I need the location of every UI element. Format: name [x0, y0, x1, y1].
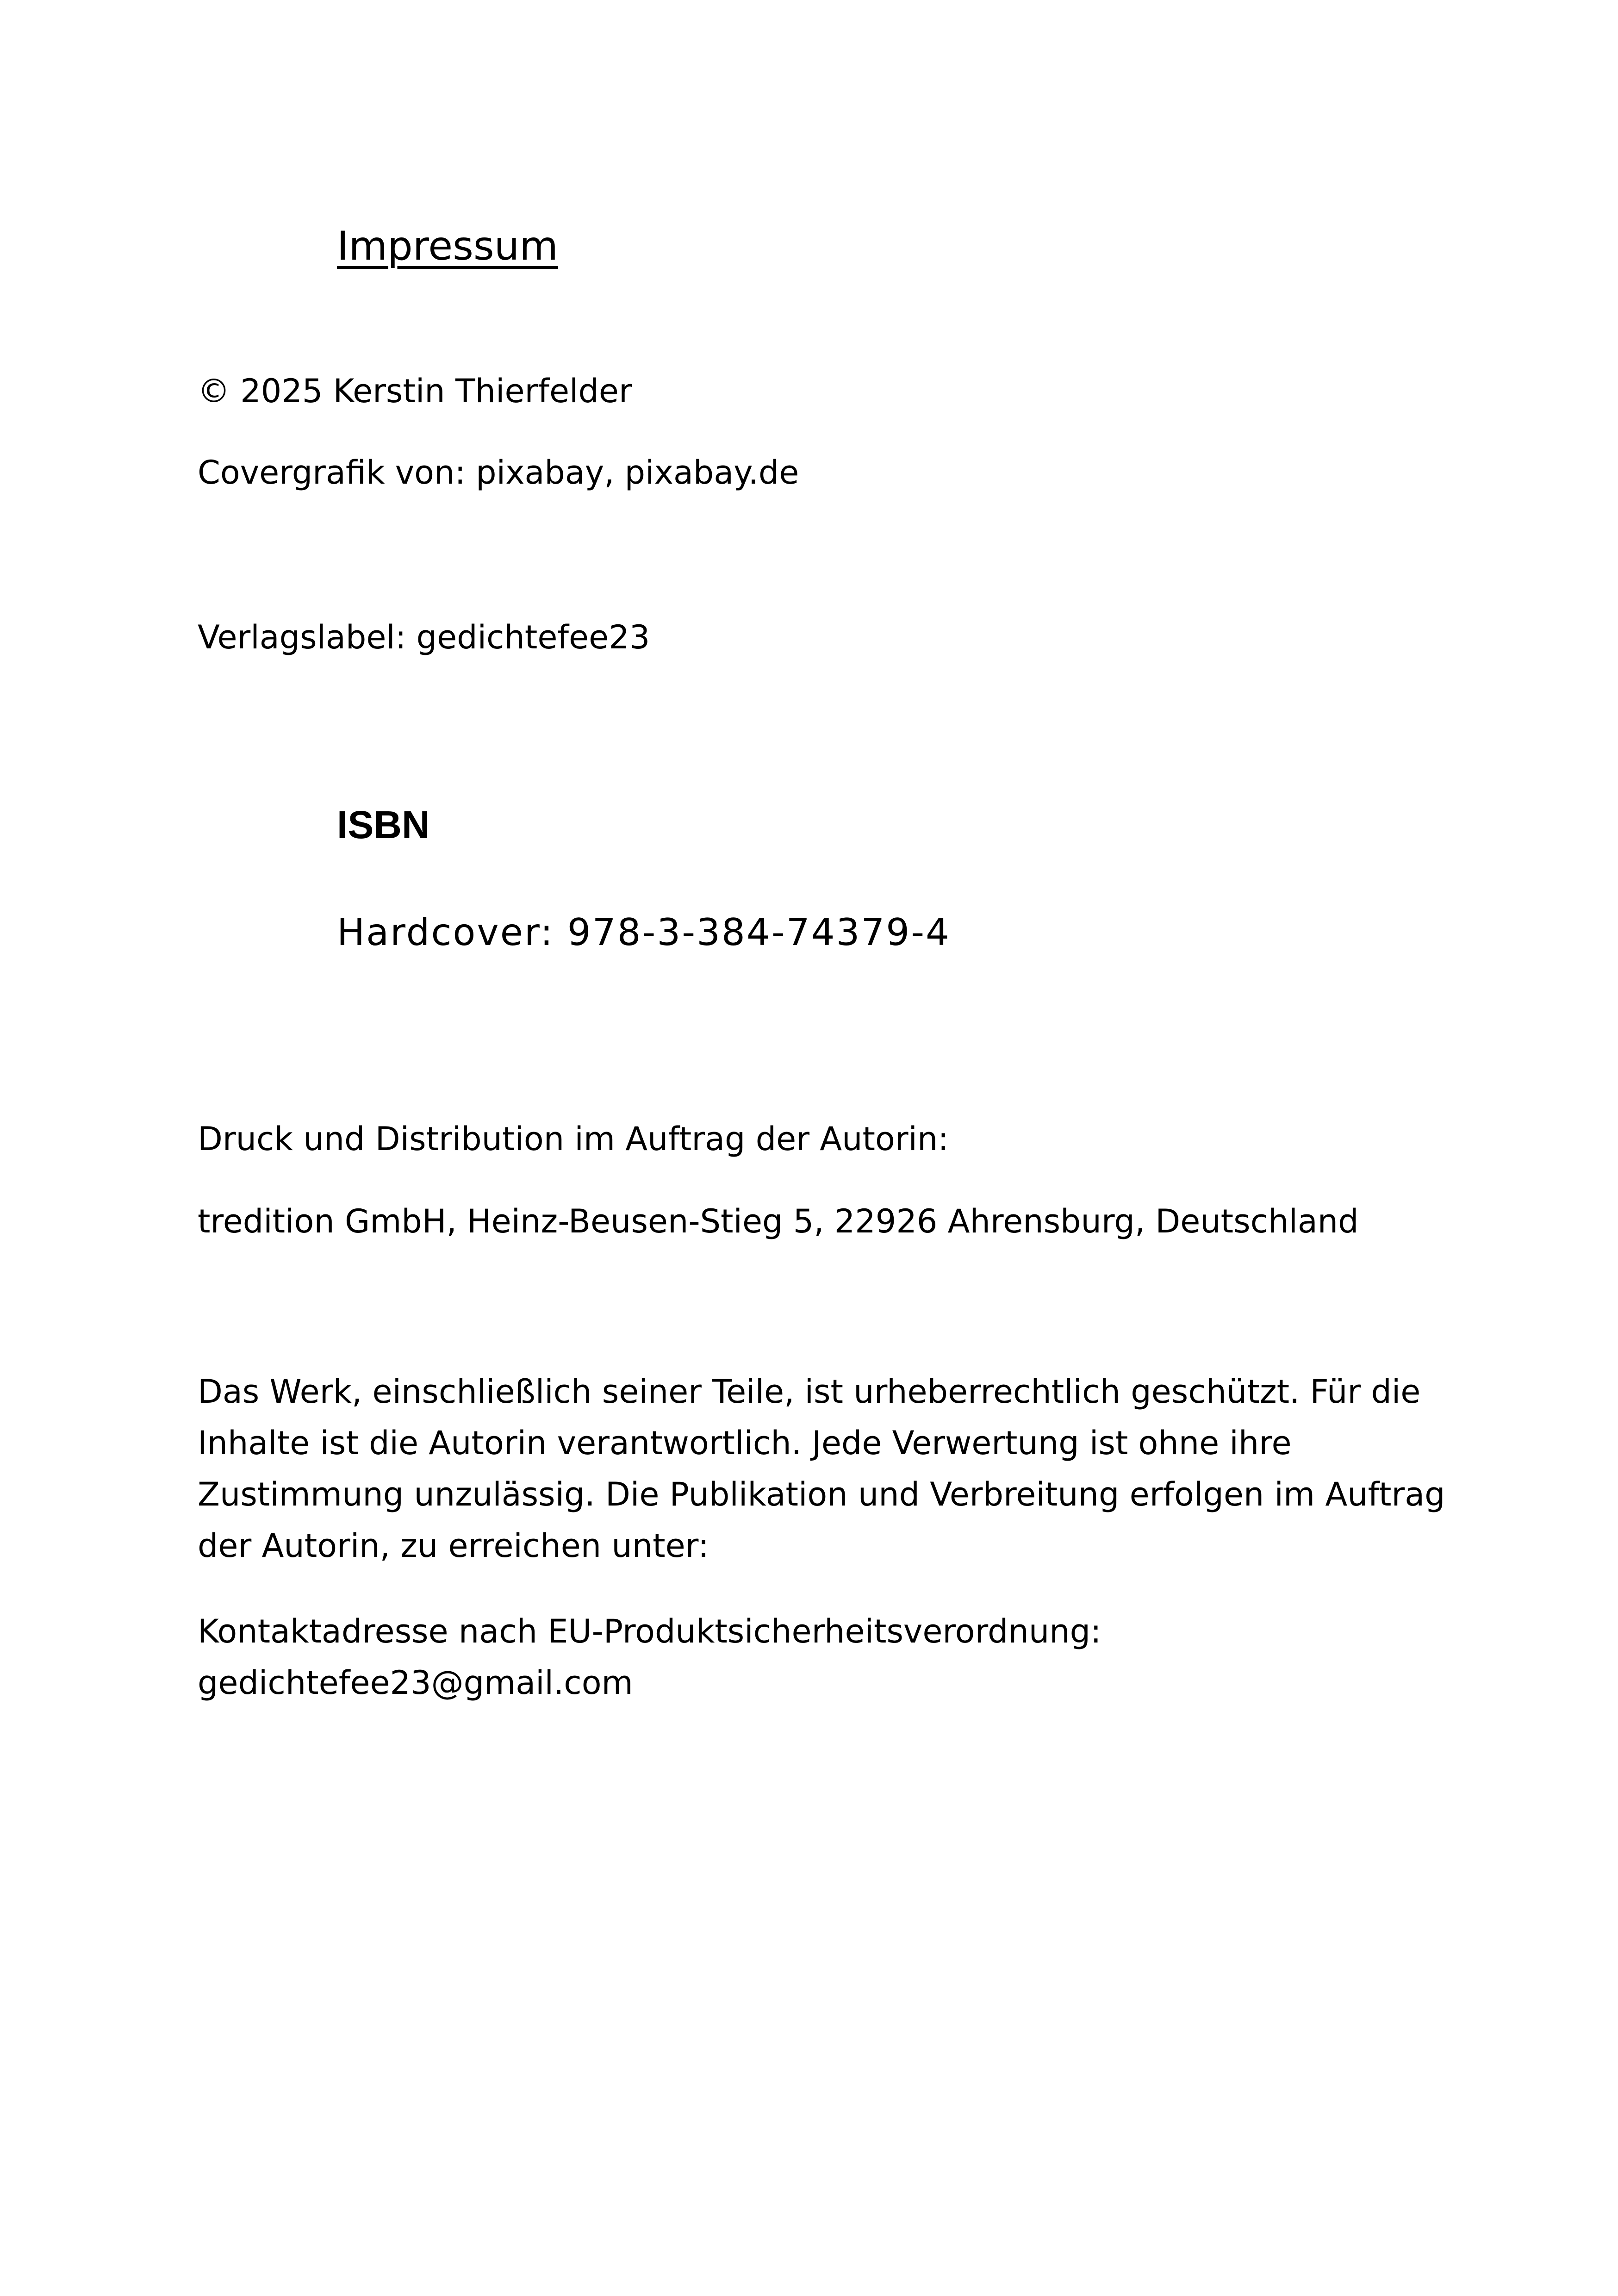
copyright-paragraph-line: Das Werk, einschließlich seiner Teile, ist urheberrechtlich geschützt. Für die [198, 1373, 1421, 1411]
isbn-hardcover: Hardcover: 978-3-384-74379-4 [337, 911, 951, 954]
copyright-notice: © 2025 Kerstin Thierfelder [198, 372, 632, 410]
contact-label: Kontaktadresse nach EU-Produktsicherheitsverordnung: [198, 1612, 1101, 1650]
copyright-paragraph-line: Inhalte ist die Autorin verantwortlich. Jede Verwertung ist ohne ihre [198, 1424, 1292, 1462]
contact-email: gedichtefee23@gmail.com [198, 1664, 633, 1702]
contact-block [198, 1606, 1101, 1709]
copyright-paragraph-line: der Autorin, zu erreichen unter: [198, 1527, 709, 1565]
page-title: Impressum [337, 223, 558, 269]
copyright-paragraph-line: Zustimmung unzulässig. Die Publikation und Verbreitung erfolgen im Auftrag [198, 1475, 1445, 1513]
copyright-paragraph [198, 1366, 1447, 1572]
distribution-label: Druck und Distribution im Auftrag der Autorin: [198, 1120, 949, 1158]
publisher-label: Verlagslabel: gedichtefee23 [198, 618, 650, 656]
isbn-heading: ISBN [337, 803, 430, 846]
distribution-address: tredition GmbH, Heinz-Beusen-Stieg 5, 22926 Ahrensburg, Deutschland [198, 1202, 1359, 1240]
cover-credit: Covergrafik von: pixabay, pixabay.de [198, 454, 799, 492]
